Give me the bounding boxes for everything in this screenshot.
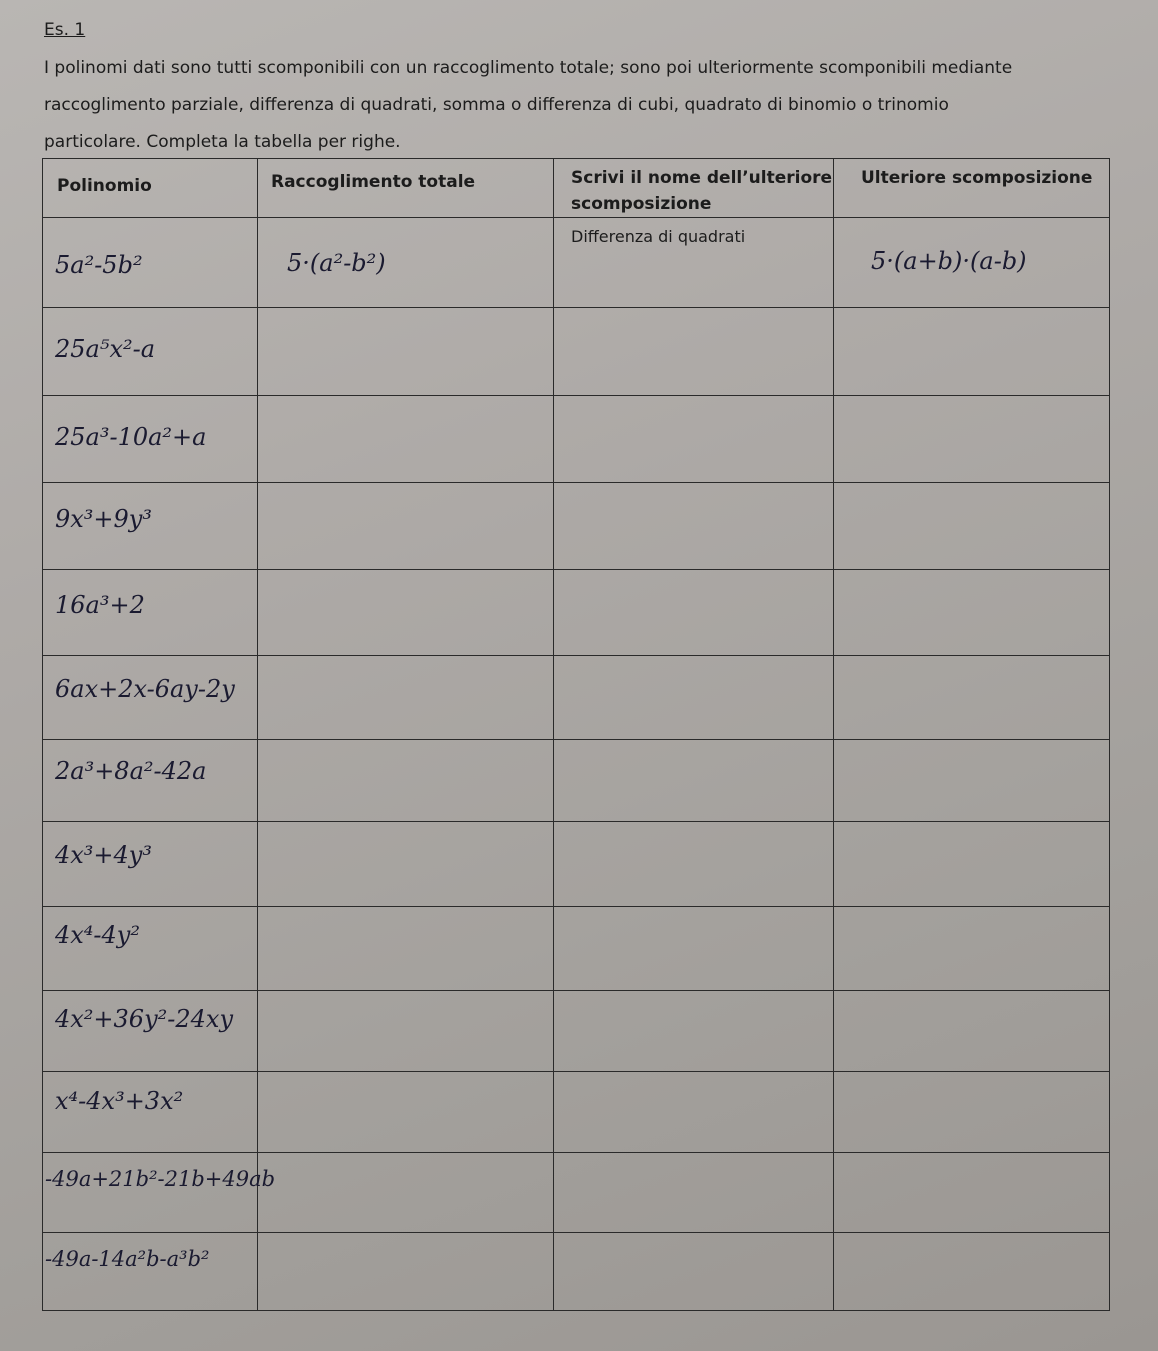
row-9-polinomio: 4x⁴-4y² [55,921,140,949]
row-7-polinomio: 2a³+8a²-42a [55,757,207,785]
row-2-polinomio: 25a⁵x²-a [55,335,156,363]
column-divider [833,159,834,1310]
column-divider [257,159,258,1310]
row-divider [43,395,1109,396]
row-1-polinomio: 5a²-5b² [55,251,143,279]
instructions-line-3: particolare. Completa la tabella per righe. [44,132,401,152]
row-divider [43,739,1109,740]
header-nome-line-2: scomposizione [571,194,712,214]
row-divider [43,1071,1109,1072]
row-divider [43,655,1109,656]
row-11-polinomio: x⁴-4x³+3x² [55,1087,184,1115]
row-6-polinomio: 6ax+2x-6ay-2y [55,675,235,703]
header-raccoglimento: Raccoglimento totale [271,172,476,192]
row-10-polinomio: 4x²+36y²-24xy [55,1005,233,1033]
column-divider [553,159,554,1310]
instructions-line-1: I polinomi dati sono tutti scomponibili con un raccoglimento totale; sono poi ulteriormente scomponibili mediante [44,58,1013,78]
row-13-polinomio: -49a-14a²b-a³b² [45,1247,210,1271]
row-divider [43,307,1109,308]
row-divider [43,906,1109,907]
row-8-polinomio: 4x³+4y³ [55,841,152,869]
row-12-polinomio: -49a+21b²-21b+49ab [45,1167,276,1191]
row-1-ulteriore: 5·(a+b)·(a-b) [871,247,1027,275]
row-1-raccoglimento: 5·(a²-b²) [287,249,386,277]
row-4-polinomio: 9x³+9y³ [55,505,152,533]
row-5-polinomio: 16a³+2 [55,591,145,619]
row-divider [43,569,1109,570]
factorization-table [42,158,1110,1311]
exercise-label: Es. 1 [44,20,86,40]
row-divider [43,990,1109,991]
header-nome-scomposizione [571,165,832,217]
header-ulteriore: Ulteriore scomposizione [861,168,1093,188]
row-divider [43,482,1109,483]
instructions-line-2: raccoglimento parziale, differenza di quadrati, somma o differenza di cubi, quadrato di binomio o trinomio [44,95,949,115]
row-3-polinomio: 25a³-10a²+a [55,423,207,451]
instructions [44,50,1124,161]
row-divider [43,1152,1109,1153]
header-nome-line-1: Scrivi il nome dell’ulteriore [571,168,833,188]
row-divider [43,821,1109,822]
row-1-nome: Differenza di quadrati [571,227,746,246]
row-divider [43,217,1109,218]
header-polinomio: Polinomio [57,176,152,196]
row-divider [43,1232,1109,1233]
